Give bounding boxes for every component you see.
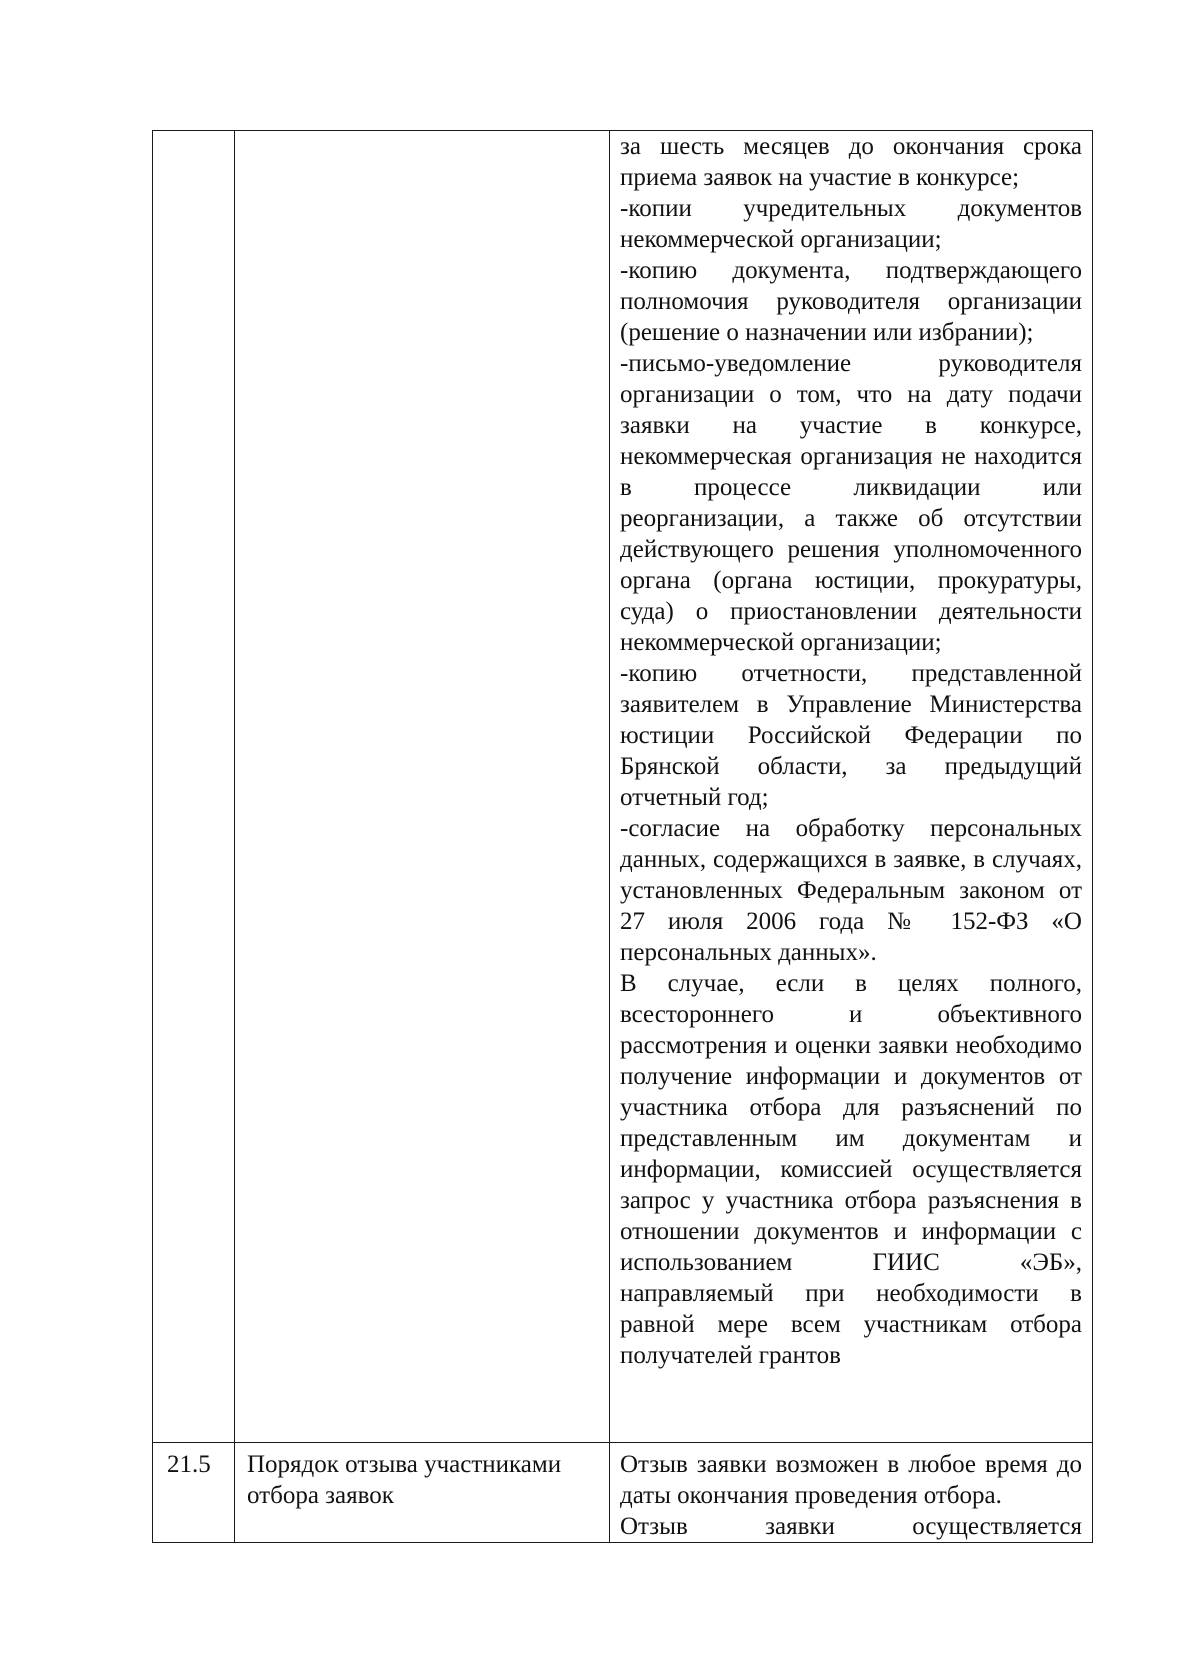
description-paragraph: -копии учредительных документов некоммерческой организации;	[620, 195, 1082, 253]
row-number-cell: 21.5	[153, 1443, 235, 1543]
table-row	[153, 131, 1093, 1443]
description-paragraph: -письмо-уведомление руководителя организации о том, что на дату подачи заявки на участие в конкурсе, некоммерческая организация не находится в процессе ликвидации или реорганизации, а также об отсутствии действующего решения уполномоченного органа (органа юстиции, прокуратуры, суда) о приостановлении деятельности некоммерческой организации;	[620, 350, 1082, 656]
row-name-cell	[235, 131, 610, 1443]
description-paragraph: -копию документа, подтверждающего полномочия руководителя организации (решение о назначении или избрании);	[620, 257, 1082, 346]
description-paragraph: -согласие на обработку персональных данных, содержащихся в заявке, в случаях, установленных Федеральным законом от 27 июля 2006 года № 152-ФЗ «О персональных данных».	[620, 815, 1082, 966]
description-paragraph: В случае, если в целях полного, всестороннего и объективного рассмотрения и оценки заявки необходимо получение информации и документов от участника отбора для разъяснений по представленным им документам и информации, комиссией осуществляется запрос у участника отбора разъяснения в отношении документов и информации с использованием ГИИС «ЭБ», направляемый при необходимости в равной мере всем участникам отбора получателей грантов	[620, 970, 1082, 1369]
document-table	[152, 130, 1093, 1543]
description-paragraph: -копию отчетности, представленной заявителем в Управление Министерства юстиции Российской Федерации по Брянской области, за предыдущий отчетный год;	[620, 660, 1082, 811]
description-paragraph: за шесть месяцев до окончания срока приема заявок на участие в конкурсе;	[620, 133, 1082, 191]
description-paragraph: Отзыв заявки осуществляется	[620, 1513, 1082, 1540]
table-row	[153, 1443, 1093, 1543]
row-name-cell: Порядок отзыва участниками отбора заявок	[235, 1443, 610, 1543]
row-description-cell	[610, 1443, 1093, 1543]
description-paragraph: Отзыв заявки возможен в любое время до даты окончания проведения отбора.	[620, 1451, 1082, 1509]
row-description-cell	[610, 131, 1093, 1443]
row-number-cell	[153, 131, 235, 1443]
